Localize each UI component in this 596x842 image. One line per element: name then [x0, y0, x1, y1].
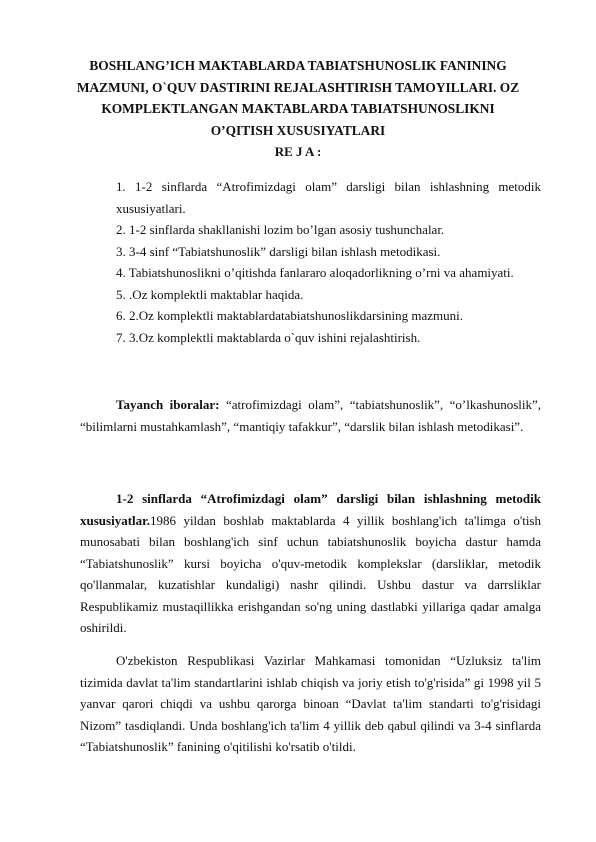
- plan-item-1: 1. 1-2 sinflarda “Atrofimizdagi olam” darsligi bilan ishlashning metodik xususiyatlari.: [116, 179, 541, 216]
- section-1-paragraph: [80, 488, 541, 639]
- plan-item-4: 4. Tabiatshunoslikni o’qitishda fanlararo aloqadorlikning o’rni va ahamiyati.: [116, 265, 514, 280]
- plan-item-2: 2. 1-2 sinflarda shakllanishi lozim bo’lgan asosiy tushunchalar.: [116, 222, 445, 237]
- title-line-2: MAZMUNI, O`QUV DASTIRINI REJALASHTIRISH TAMOYILLARI. OZ: [76, 79, 520, 95]
- plan-item-3: 3. 3-4 sinf “Tabiatshunoslik” darsligi bilan ishlash metodikasi.: [116, 243, 441, 259]
- document-title: [70, 55, 526, 141]
- plan-item-6: 6. 2.Oz komplektli maktablardatabiatshunoslikdarsining mazmuni.: [116, 308, 463, 323]
- section-1-text: 1986 yildan boshlab maktablarda 4 yillik boshlang'ich ta'limga o'tish munosabati bilan boshlang'ich sinf uchun tabiatshunoslik boyicha dastur hamda “Tabiatshunoslik” kursi boyicha o'quv-metodik komplekslar (darsliklar, metodik qo'llanmalar, kuzatishlar kundaligi) nashr qilindi. Ushbu dastur va darrsliklar Respublikamiz mustaqillikka erishgandan so'ng uning dastlabki yillariga qadar amalga oshirildi.: [80, 512, 541, 635]
- paragraph-2: O'zbekiston Respublikasi Vazirlar Mahkamasi tomonidan “Uzluksiz ta'lim tizimida davlat ta'lim standartlarini ishlab chiqish va joriy etish to'g'risida” gi 1998 yil 5 yanvar qarori chiqdi va ushbu qarorga binoan “Davlat ta'lim standarti to'g'risidagi Nizom” tasdiqlandi. Unda boshlang'ich ta'lim 4 yillik deb qabul qilindi va 3-4 sinflarda “Tabiatshunoslik” fanining o'qitilishi ko'rsatib o'tildi.: [80, 653, 541, 754]
- plan-item-7: 7. 3.Oz komplektli maktablarda o`quv ishini rejalashtirish.: [116, 329, 421, 345]
- plan-heading: RE J A :: [274, 144, 322, 159]
- keywords-label: Tayanch iboralar:: [116, 397, 220, 412]
- title-line-1: BOSHLANG’ICH MAKTABLARDA TABIATSHUNOSLIK FANINING: [89, 58, 507, 73]
- title-line-3: KOMPLEKTLANGAN MAKTABLARDA TABIATSHUNOSLIKNI: [101, 101, 495, 116]
- title-line-4: O’QITISH XUSUSIYATLARI: [210, 122, 386, 138]
- keywords-paragraph: [80, 394, 541, 437]
- section-1-heading: 1-2 sinflarda “Atrofimizdagi olam” darsligi bilan ishlashning metodik xususiyatlar.: [80, 491, 541, 528]
- plan-list: [80, 176, 541, 348]
- keywords-text: “atrofimizdagi olam”, “tabiatshunoslik”, “o’lkashunoslik”, “bilimlarni mustahkamlash”, “mantiqiy tafakkur”, “darslik bilan ishlash metodikasi”.: [80, 397, 541, 434]
- plan-item-5: 5. .Oz komplektli maktablar haqida.: [116, 286, 304, 302]
